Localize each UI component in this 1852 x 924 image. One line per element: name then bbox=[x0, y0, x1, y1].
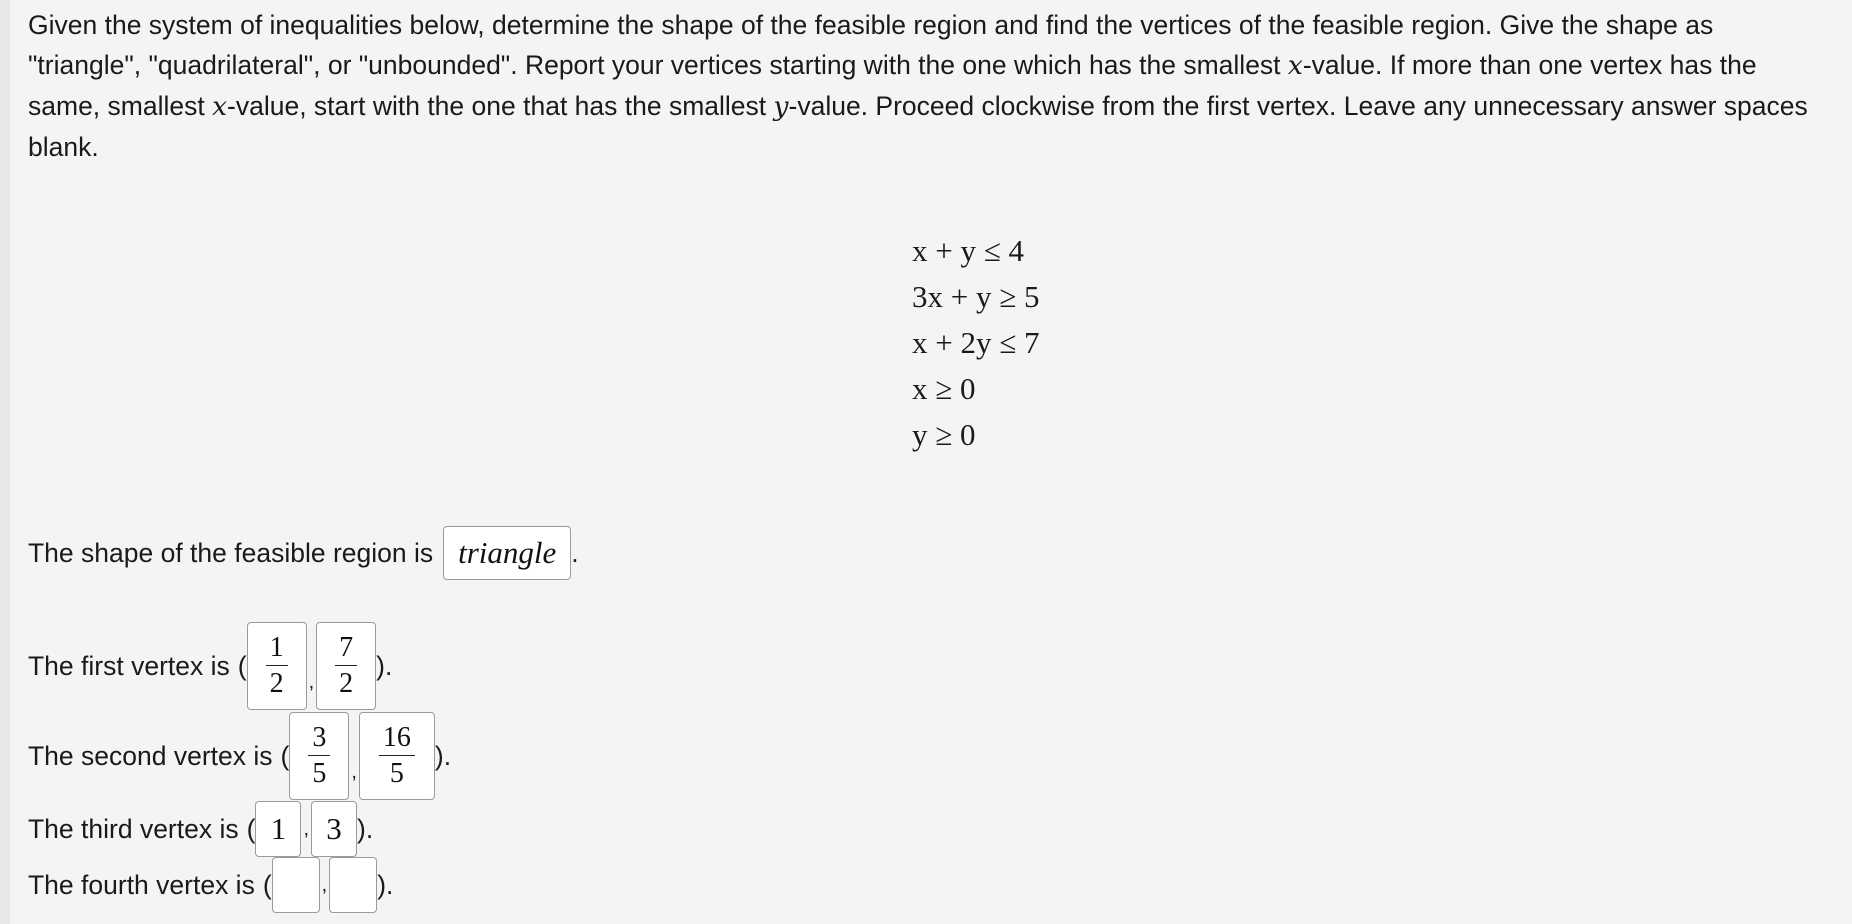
shape-answer-row bbox=[28, 526, 579, 580]
comma: , bbox=[351, 761, 357, 783]
second-vertex-row bbox=[28, 712, 451, 800]
second-vertex-x-input[interactable] bbox=[289, 712, 349, 800]
open-paren: ( bbox=[237, 650, 247, 681]
comma: , bbox=[303, 818, 309, 840]
fraction: $\frac{7}{2}$ bbox=[335, 633, 357, 700]
third-vertex-y-input[interactable]: 3 bbox=[311, 801, 357, 857]
close-paren: ). bbox=[434, 740, 452, 771]
fourth-vertex-row bbox=[28, 857, 393, 913]
open-paren: ( bbox=[246, 813, 256, 844]
close-paren: ). bbox=[377, 869, 394, 900]
open-paren: ( bbox=[262, 869, 272, 900]
comma: , bbox=[308, 671, 315, 693]
shape-period: . bbox=[571, 537, 579, 568]
inequality-4: x ≥ 0 bbox=[912, 371, 976, 406]
question-text bbox=[28, 5, 1852, 167]
inequality-system bbox=[912, 228, 1040, 458]
second-vertex-label: The second vertex is bbox=[28, 740, 273, 771]
third-vertex-row bbox=[28, 801, 373, 857]
inequality-1: x + y ≤ 4 bbox=[912, 233, 1024, 268]
var-x: x bbox=[1287, 50, 1303, 81]
third-vertex-x-input[interactable]: 1 bbox=[255, 801, 301, 857]
shape-label: The shape of the feasible region is bbox=[28, 537, 434, 568]
first-vertex-label: The first vertex is bbox=[28, 650, 230, 681]
var-x: x bbox=[212, 91, 228, 122]
fourth-vertex-y-input[interactable] bbox=[329, 857, 377, 913]
fourth-vertex-x-input[interactable] bbox=[272, 857, 320, 913]
open-paren: ( bbox=[280, 740, 290, 771]
comma: , bbox=[321, 874, 328, 896]
inequality-3: x + 2y ≤ 7 bbox=[912, 325, 1040, 360]
shape-answer-input[interactable]: triangle bbox=[443, 526, 571, 580]
inequality-2: 3x + y ≥ 5 bbox=[912, 279, 1040, 314]
question-line-3: same, smallest x-value, start with the one that has the smallest y-value. Proceed clockwise from the first vertex. Leave any unnecessary answer spaces bbox=[28, 91, 1808, 122]
var-y: y bbox=[773, 91, 789, 122]
inequality-5: y ≥ 0 bbox=[912, 417, 976, 452]
first-vertex-row bbox=[28, 622, 392, 710]
fraction: $\frac{1}{2}$ bbox=[266, 633, 288, 700]
close-paren: ). bbox=[357, 813, 374, 844]
close-paren: ). bbox=[376, 650, 393, 681]
fraction: $\frac{3}{5}$ bbox=[308, 723, 330, 790]
second-vertex-y-input[interactable] bbox=[359, 712, 435, 800]
fourth-vertex-label: The fourth vertex is bbox=[28, 869, 255, 900]
first-vertex-x-input[interactable] bbox=[247, 622, 307, 710]
question-line-2: "triangle", "quadrilateral", or "unbounded". Report your vertices starting with the one which has the smallest x-value. If more than one vertex has the bbox=[28, 50, 1757, 81]
fraction: $\frac{16}{5}$ bbox=[379, 723, 415, 790]
question-line-4: blank. bbox=[28, 132, 99, 162]
third-vertex-label: The third vertex is bbox=[28, 813, 239, 844]
first-vertex-y-input[interactable] bbox=[316, 622, 376, 710]
question-line-1: Given the system of inequalities below, determine the shape of the feasible region and find the vertices of the feasible region. Give the shape as bbox=[28, 10, 1714, 40]
